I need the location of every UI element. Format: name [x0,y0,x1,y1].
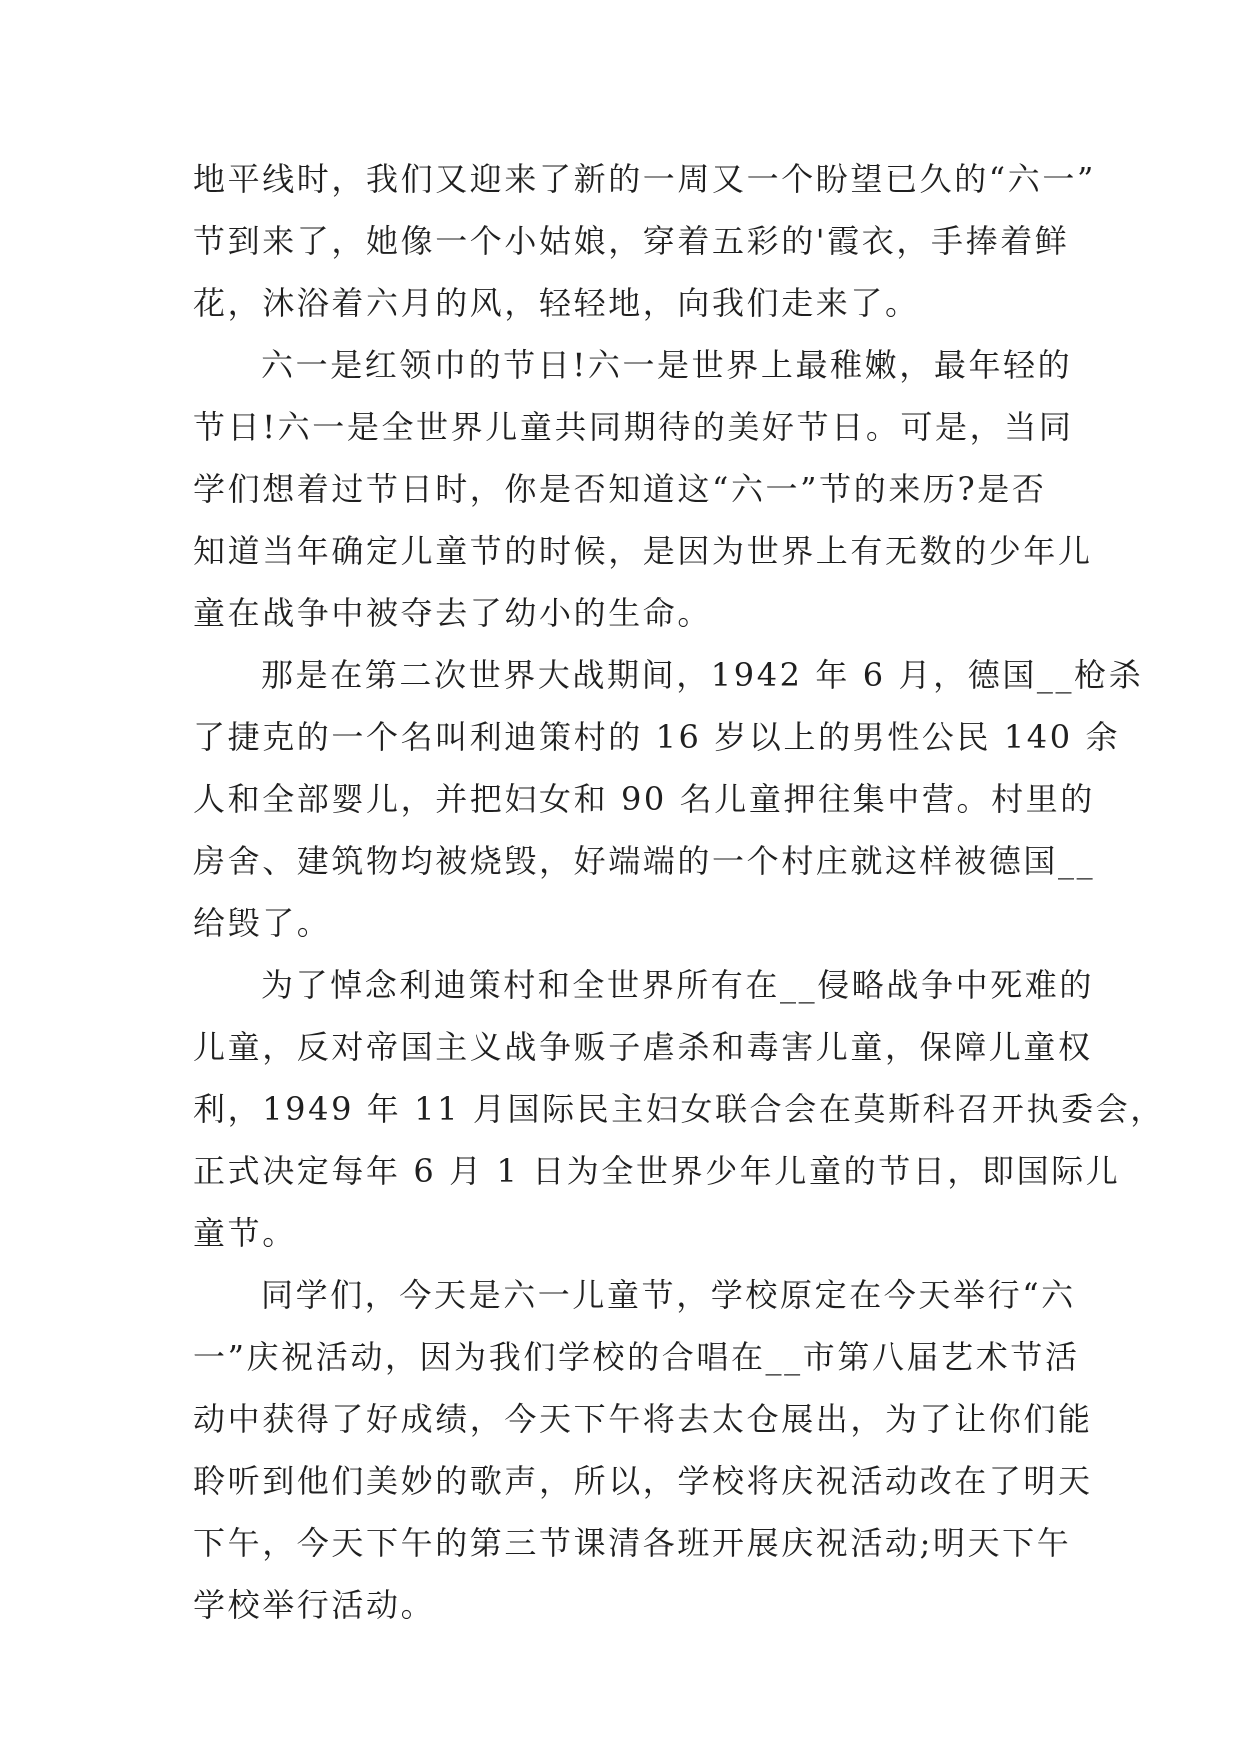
text-line: 房舍、建筑物均被烧毁，好端端的一个村庄就这样被德国__ [193,842,1096,880]
text-line: 下午，今天下午的第三节课清各班开展庆祝活动;明天下午 [193,1524,1072,1562]
text-line: 一”庆祝活动，因为我们学校的合唱在__市第八届艺术节活 [193,1338,1080,1376]
text-line: 给毁了。 [193,904,332,942]
text-line: 聆听到他们美妙的歌声，所以，学校将庆祝活动改在了明天 [193,1462,1093,1500]
text-line: 花，沐浴着六月的风，轻轻地，向我们走来了。 [193,284,920,322]
text-line: 学校举行活动。 [193,1586,436,1624]
text-line: 那是在第二次世界大战期间，1942 年 6 月，德国__枪杀 [261,656,1144,694]
text-line: 正式决定每年 6 月 1 日为全世界少年儿童的节日，即国际儿 [193,1152,1121,1190]
text-line: 儿童，反对帝国主义战争贩子虐杀和毒害儿童，保障儿童权 [193,1028,1093,1066]
paragraph-3 [193,644,1144,954]
text-line: 动中获得了好成绩，今天下午将去太仓展出，为了让你们能 [193,1400,1093,1438]
document-body [193,148,1165,1636]
text-line: 童在战争中被夺去了幼小的生命。 [193,594,713,632]
text-line: 了捷克的一个名叫利迪策村的 16 岁以上的男性公民 140 余 [193,718,1121,756]
text-line: 知道当年确定儿童节的时候，是因为世界上有无数的少年儿 [193,532,1093,570]
paragraph-2 [193,334,1093,644]
text-line: 利，1949 年 11 月国际民主妇女联合会在莫斯科召开执委会， [193,1090,1165,1128]
paragraph-5 [193,1264,1093,1636]
text-line: 学们想着过节日时，你是否知道这“六一”节的来历?是否 [193,470,1047,508]
text-line: 地平线时，我们又迎来了新的一周又一个盼望已久的“六一” [193,160,1096,198]
paragraph-4 [193,954,1165,1264]
text-line: 为了悼念利迪策村和全世界所有在__侵略战争中死难的 [261,966,1095,1004]
text-line: 节到来了，她像一个小姑娘，穿着五彩的'霞衣，手捧着鲜 [193,222,1070,260]
text-line: 六一是红领巾的节日!六一是世界上最稚嫩，最年轻的 [261,346,1073,384]
paragraph-1 [193,148,1096,334]
text-line: 节日!六一是全世界儿童共同期待的美好节日。可是，当同 [193,408,1074,446]
text-line: 童节。 [193,1214,297,1252]
text-line: 同学们，今天是六一儿童节，学校原定在今天举行“六 [261,1276,1076,1314]
text-line: 人和全部婴儿，并把妇女和 90 名儿童押往集中营。村里的 [193,780,1095,818]
